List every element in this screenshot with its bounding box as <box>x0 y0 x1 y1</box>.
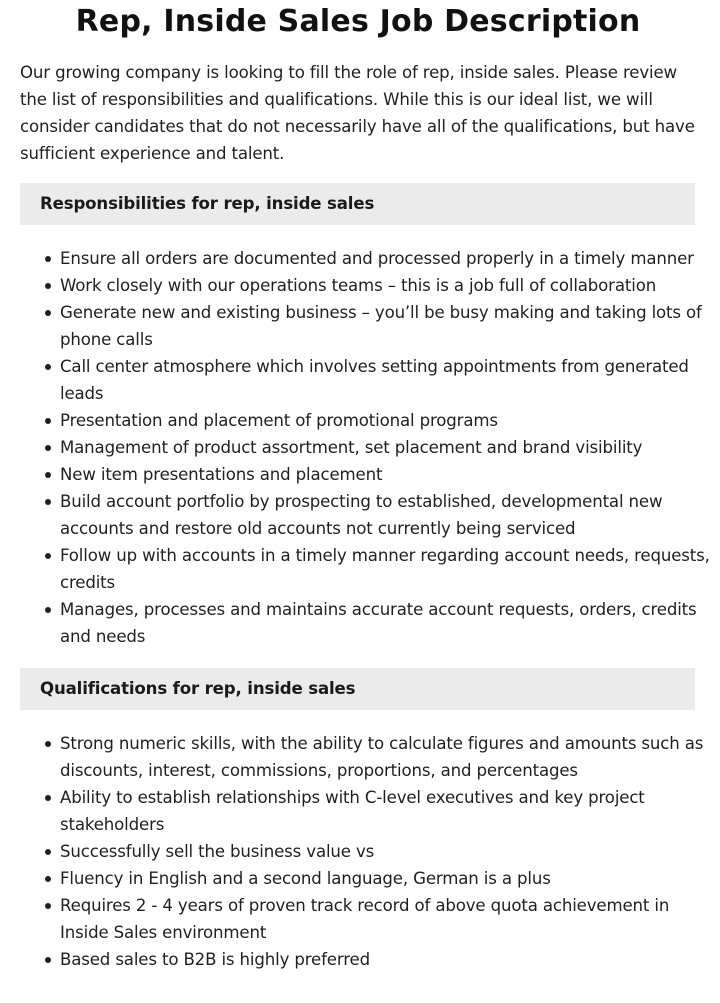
list-item: Ability to establish relationships with C-level executives and key project stakeholders <box>60 784 710 838</box>
responsibilities-list <box>60 245 710 650</box>
list-item: Requires 2 - 4 years of proven track record of above quota achievement in Inside Sales environment <box>60 892 710 946</box>
list-item: Fluency in English and a second language, German is a plus <box>60 865 710 892</box>
page-title: Rep, Inside Sales Job Description <box>75 4 641 39</box>
list-item: Follow up with accounts in a timely manner regarding account needs, requests, credits <box>60 542 710 596</box>
list-item: Strong numeric skills, with the ability to calculate figures and amounts such as discounts, interest, commissions, proportions, and percentages <box>60 730 710 784</box>
list-item: Generate new and existing business – you’ll be busy making and taking lots of phone calls <box>60 299 710 353</box>
intro-paragraph: Our growing company is looking to fill the role of rep, inside sales. Please review the list of responsibilities and qualifications. While this is our ideal list, we will consider candidates that do not necessarily have all of the qualifications, but have sufficient experience and talent. <box>20 63 695 163</box>
list-item: Build account portfolio by prospecting to established, developmental new accounts and restore old accounts not currently being serviced <box>60 488 710 542</box>
qualifications-list <box>60 730 710 973</box>
list-item: Ensure all orders are documented and processed properly in a timely manner <box>60 245 710 272</box>
list-item: Work closely with our operations teams – this is a job full of collaboration <box>60 272 710 299</box>
list-item: Successfully sell the business value vs <box>60 838 710 865</box>
list-item: Based sales to B2B is highly preferred <box>60 946 710 973</box>
list-item: Management of product assortment, set placement and brand visibility <box>60 434 710 461</box>
list-item: Presentation and placement of promotional programs <box>60 407 710 434</box>
list-item: New item presentations and placement <box>60 461 710 488</box>
responsibilities-heading: Responsibilities for rep, inside sales <box>20 183 695 225</box>
qualifications-heading: Qualifications for rep, inside sales <box>20 668 695 710</box>
list-item: Call center atmosphere which involves setting appointments from generated leads <box>60 353 710 407</box>
list-item: Manages, processes and maintains accurate account requests, orders, credits and needs <box>60 596 710 650</box>
